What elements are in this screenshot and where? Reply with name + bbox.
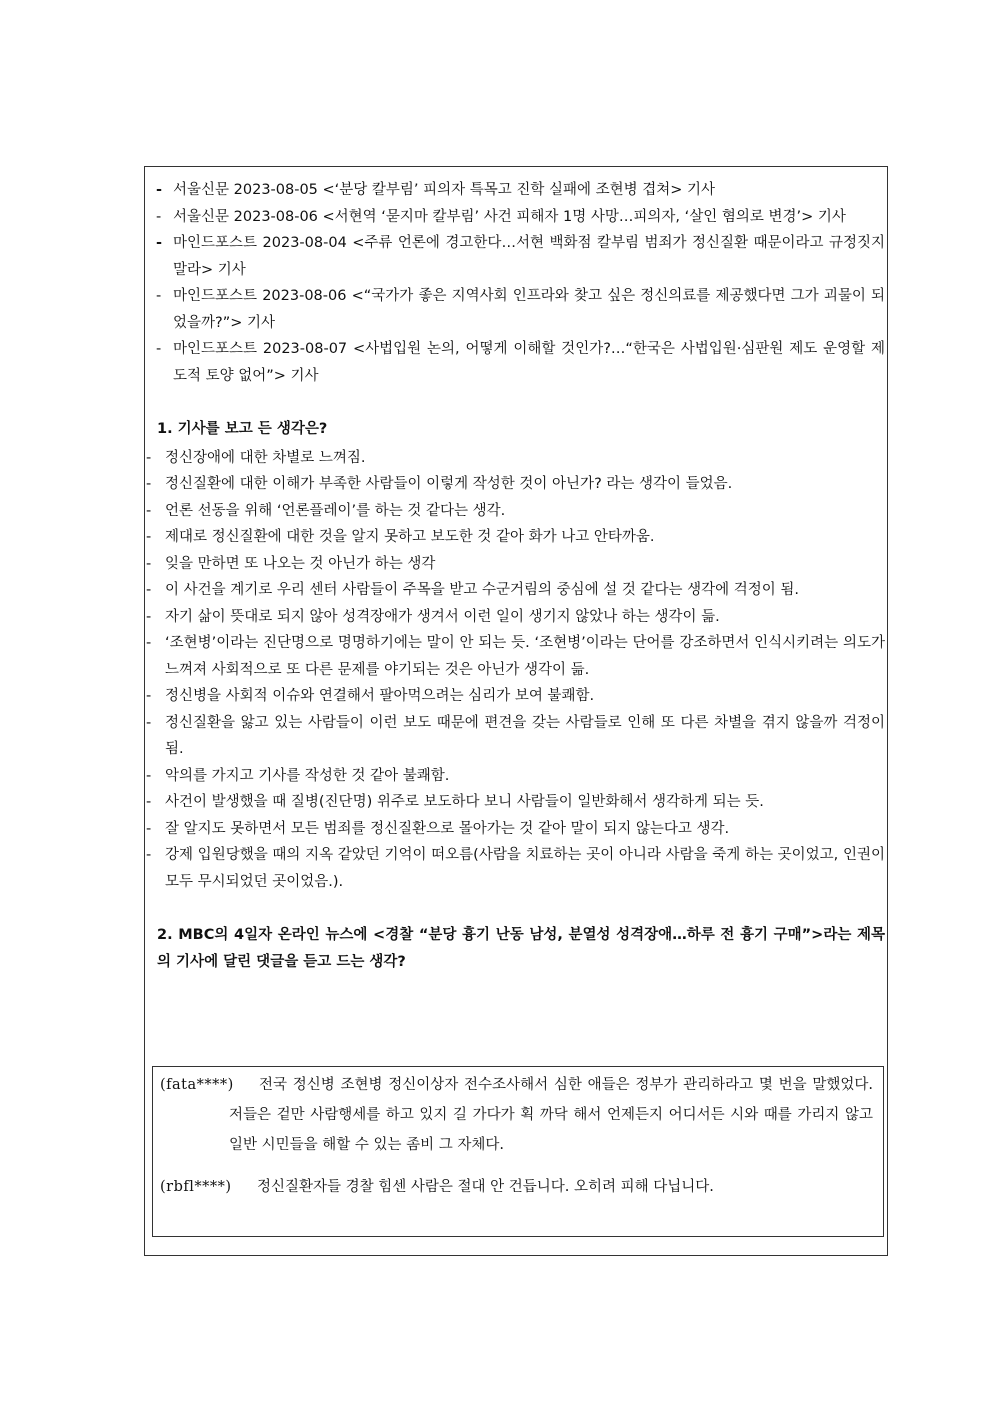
reference-text: 서울신문 2023-08-05 <‘분당 칼부림’ 피의자 특목고 진학 실패에 조현병 겹쳐> 기사 — [173, 182, 716, 198]
comment-item — [153, 1172, 883, 1202]
opinion-item: - 잘 알지도 못하면서 모든 범죄를 정신질환으로 몰아가는 것 같아 말이 되지 않는다고 생각. — [146, 820, 730, 837]
comment-text: 정신질환자들 경찰 힘센 사람은 절대 안 건듭니다. 오히려 피해 다닙니다. — [257, 1179, 714, 1195]
opinion-item: - 언론 선동을 위해 ‘언론플레이’를 하는 것 같다는 생각. — [146, 502, 506, 519]
comment-author-id: (rbfl****) — [160, 1179, 232, 1195]
opinion-text: 언론 선동을 위해 ‘언론플레이’를 하는 것 같다는 생각. — [165, 502, 506, 519]
opinion-item: - 정신질환을 앓고 있는 사람들이 이런 보도 때문에 편견을 갖는 사람들로 인해 또 다른 차별을 겪지 않을까 걱정이 됨. — [146, 714, 885, 757]
opinion-item: - 강제 입원당했을 때의 지옥 같았던 기억이 떠오름(사람을 치료하는 곳이 아니라 사람을 죽게 하는 곳이었고, 인권이 모두 무시되었던 곳이었음.). — [146, 847, 885, 890]
opinion-text: 잊을 만하면 또 나오는 것 아닌가 하는 생각 — [165, 555, 436, 572]
comment-item — [153, 1070, 883, 1160]
comment-author-id: (fata****) — [160, 1077, 234, 1093]
opinion-item: - 제대로 정신질환에 대한 것을 알지 못하고 보도한 것 같아 화가 나고 안타까움. — [146, 529, 655, 545]
opinion-item: - 정신질환에 대한 이해가 부족한 사람들이 이렇게 작성한 것이 아닌가? 라는 생각이 들었음. — [146, 476, 733, 492]
reference-list — [145, 177, 889, 389]
reference-item — [145, 283, 889, 336]
list-dash: - — [156, 208, 162, 225]
reference-text: 마인드포스트 2023-08-04 <주류 언론에 경고한다…서현 백화점 칼부림 범죄가 정신질환 때문이라고 규정짓지 말라> 기사 — [173, 235, 885, 278]
question-2-heading: 2. MBC의 4일자 온라인 뉴스에 <경찰 “분당 흉기 난동 남성, 분열성 성격장애…하루 전 흉기 구매”>라는 제목의 기사에 달린 댓글을 듣고 드는 생각? — [157, 927, 885, 970]
opinion-text: 정신병을 사회적 이슈와 연결해서 팔아먹으려는 심리가 보여 불쾌함. — [165, 688, 595, 704]
opinion-item: - ‘조현병’이라는 진단명으로 명명하기에는 말이 안 되는 듯. ‘조현병’이라는 단어를 강조하면서 인식시키려는 의도가 느껴져 사회적으로 또 다른 문제를 야기되는 것은 아닌가 생각이 듦. — [146, 635, 885, 678]
opinion-text: 악의를 가지고 기사를 작성한 것 같아 불쾌함. — [165, 767, 450, 784]
opinion-text: 정신질환을 앓고 있는 사람들이 이런 보도 때문에 편견을 갖는 사람들로 인해 또 다른 차별을 겪지 않을까 걱정이 됨. — [165, 714, 885, 757]
opinion-item: - 악의를 가지고 기사를 작성한 것 같아 불쾌함. — [146, 767, 450, 784]
opinion-text: 제대로 정신질환에 대한 것을 알지 못하고 보도한 것 같아 화가 나고 안타까움. — [165, 529, 655, 545]
list-dash: - — [156, 288, 162, 304]
opinion-text: 이 사건을 계기로 우리 센터 사람들이 주목을 받고 수군거림의 중심에 설 것 같다는 생각에 걱정이 됨. — [165, 582, 800, 598]
reference-item — [145, 336, 889, 389]
list-dash: - — [156, 341, 162, 357]
opinion-item: - 이 사건을 계기로 우리 센터 사람들이 주목을 받고 수군거림의 중심에 설 것 같다는 생각에 걱정이 됨. — [146, 582, 800, 598]
comment-text: 전국 정신병 조현병 정신이상자 전수조사해서 심한 애들은 정부가 관리하라고 몇 번을 말했었다. 저들은 겉만 사람행세를 하고 있지 길 가다가 획 까닥 해서 언제든지 어디서든 시와 때를 가리지 않고 일반 시민들을 해할 수 있는 좀비 그 자체다. — [229, 1077, 873, 1153]
opinion-text: 강제 입원당했을 때의 지옥 같았던 기억이 떠오름(사람을 치료하는 곳이 아니라 사람을 죽게 하는 곳이었고, 인권이 모두 무시되었던 곳이었음.). — [165, 847, 885, 890]
opinion-list — [145, 445, 889, 896]
opinion-item: - 정신장애에 대한 차별로 느껴짐. — [146, 449, 366, 466]
opinion-item: - 사건이 발생했을 때 질병(진단명) 위주로 보도하다 보니 사람들이 일반화해서 생각하게 되는 듯. — [146, 794, 764, 810]
document-content — [145, 177, 889, 975]
opinion-text: 잘 알지도 못하면서 모든 범죄를 정신질환으로 몰아가는 것 같아 말이 되지 않는다고 생각. — [165, 820, 730, 837]
list-dash: - — [156, 182, 163, 198]
opinion-text: ‘조현병’이라는 진단명으로 명명하기에는 말이 안 되는 듯. ‘조현병’이라는 단어를 강조하면서 인식시키려는 의도가 느껴져 사회적으로 또 다른 문제를 야기되는 것은 아닌가 생각이 듦. — [165, 635, 885, 678]
opinion-item: - 자기 삶이 뜻대로 되지 않아 성격장애가 생겨서 이런 일이 생기지 않았나 하는 생각이 듦. — [146, 608, 720, 625]
reference-item — [145, 230, 889, 283]
opinion-text: 사건이 발생했을 때 질병(진단명) 위주로 보도하다 보니 사람들이 일반화해서 생각하게 되는 듯. — [165, 794, 764, 810]
list-dash: - — [156, 235, 163, 251]
opinion-text: 정신장애에 대한 차별로 느껴짐. — [165, 449, 366, 466]
opinion-text: 자기 삶이 뜻대로 되지 않아 성격장애가 생겨서 이런 일이 생기지 않았나 하는 생각이 듦. — [165, 608, 720, 625]
opinion-text: 정신질환에 대한 이해가 부족한 사람들이 이렇게 작성한 것이 아닌가? 라는 생각이 들었음. — [165, 476, 733, 492]
reference-text: 서울신문 2023-08-06 <서현역 ‘묻지마 칼부림’ 사건 피해자 1명 사망…피의자, ‘살인 혐의로 변경’> 기사 — [173, 208, 846, 225]
document-frame — [144, 166, 888, 1256]
question-1-heading: 1. 기사를 보고 든 생각은? — [157, 421, 328, 437]
comment-box — [152, 1066, 884, 1237]
opinion-item: - 잊을 만하면 또 나오는 것 아닌가 하는 생각 — [146, 555, 436, 572]
reference-text: 마인드포스트 2023-08-06 <“국가가 좋은 지역사회 인프라와 찾고 싶은 정신의료를 제공했다면 그가 괴물이 되었을까?”> 기사 — [173, 288, 885, 331]
reference-item — [145, 177, 889, 204]
reference-item — [145, 204, 889, 231]
opinion-item: - 정신병을 사회적 이슈와 연결해서 팔아먹으려는 심리가 보여 불쾌함. — [146, 688, 595, 704]
reference-text: 마인드포스트 2023-08-07 <사법입원 논의, 어떻게 이해할 것인가?…“한국은 사법입원·심판원 제도 운영할 제도적 토양 없어”> 기사 — [173, 341, 885, 384]
